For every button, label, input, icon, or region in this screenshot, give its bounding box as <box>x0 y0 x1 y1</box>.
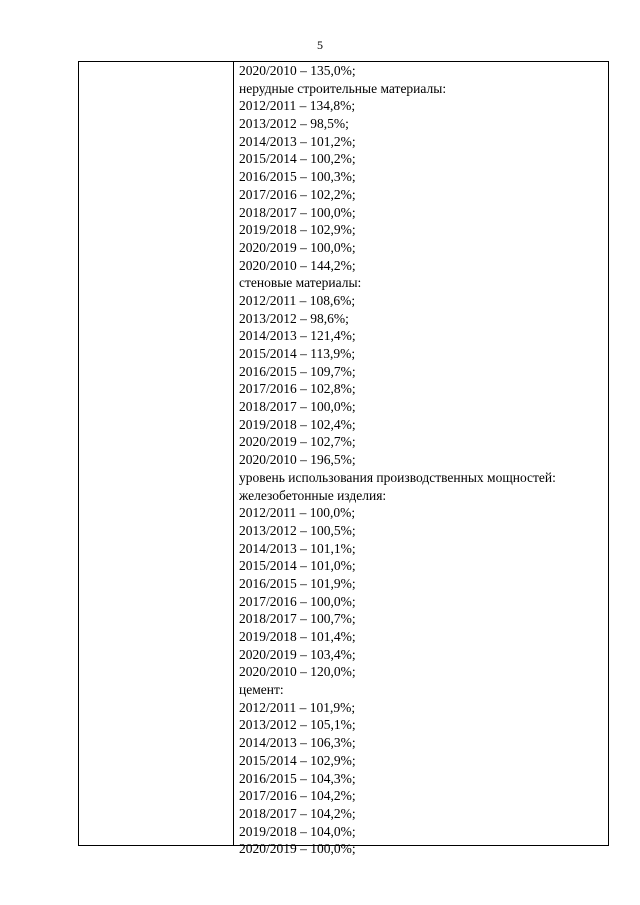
text-line: 2016/2015 – 109,7%; <box>239 363 356 379</box>
text-line: 2020/2010 – 135,0%; <box>239 63 356 78</box>
table-left-cell <box>79 62 234 845</box>
text-line: 2018/2017 – 100,0%; <box>239 399 356 415</box>
text-line: 2014/2013 – 101,2%; <box>239 133 356 149</box>
text-line: 2012/2011 – 101,9%; <box>239 699 356 715</box>
text-line: 2017/2016 – 102,8%; <box>239 381 356 397</box>
text-line: 2013/2012 – 98,5%; <box>239 116 349 132</box>
text-line: 2013/2012 – 105,1%; <box>239 717 356 733</box>
text-line: 2012/2011 – 134,8%; <box>239 98 356 114</box>
text-line: 2019/2018 – 104,0%; <box>239 823 356 839</box>
text-line: 2013/2012 – 98,6%; <box>239 310 349 326</box>
section-heading: железобетонные изделия: <box>239 487 387 503</box>
text-line: 2020/2010 – 120,0%; <box>239 664 356 680</box>
document-table <box>78 61 609 857</box>
text-line: 2018/2017 – 104,2%; <box>239 805 356 821</box>
page-number: 5 <box>317 38 323 52</box>
text-line: 2019/2018 – 102,4%; <box>239 416 356 432</box>
text-line: 2014/2013 – 121,4%; <box>239 328 356 344</box>
text-line: 2019/2018 – 101,4%; <box>239 629 356 644</box>
section-heading: уровень использования производственных мощностей: <box>239 469 556 485</box>
table-right-cell <box>234 62 608 857</box>
text-line: 2016/2015 – 104,3%; <box>239 770 356 786</box>
text-line: 2016/2015 – 101,9%; <box>239 575 356 591</box>
text-line: 2012/2011 – 100,0%; <box>239 505 356 521</box>
text-line: 2020/2019 – 103,4%; <box>239 646 356 662</box>
text-line: 2016/2015 – 100,3%; <box>239 169 356 185</box>
text-line: 2015/2014 – 102,9%; <box>239 752 356 768</box>
text-line: 2015/2014 – 100,2%; <box>239 151 356 167</box>
text-line: 2014/2013 – 106,3%; <box>239 735 356 751</box>
text-line: 2015/2014 – 113,9%; <box>239 346 356 361</box>
text-line: 2012/2011 – 108,6%; <box>239 292 356 308</box>
text-line: 2017/2016 – 102,2%; <box>239 186 356 202</box>
text-line: 2020/2019 – 100,0%; <box>239 239 356 255</box>
section-heading: цемент: <box>239 682 284 698</box>
section-heading: нерудные строительные материалы: <box>239 80 447 96</box>
text-line: 2017/2016 – 100,0%; <box>239 593 356 609</box>
text-line: 2020/2019 – 100,0%; <box>239 841 356 857</box>
text-line: 2018/2017 – 100,0%; <box>239 204 356 220</box>
text-line: 2013/2012 – 100,5%; <box>239 522 356 538</box>
text-line: 2017/2016 – 104,2%; <box>239 788 356 804</box>
text-line: 2020/2010 – 144,2%; <box>239 257 356 273</box>
section-heading: стеновые материалы: <box>239 275 362 291</box>
text-line: 2015/2014 – 101,0%; <box>239 558 356 574</box>
text-line: 2020/2019 – 102,7%; <box>239 434 356 450</box>
text-line: 2018/2017 – 100,7%; <box>239 611 356 627</box>
text-line: 2014/2013 – 101,1%; <box>239 540 356 556</box>
text-line: 2020/2010 – 196,5%; <box>239 452 356 468</box>
text-line: 2019/2018 – 102,9%; <box>239 222 356 238</box>
